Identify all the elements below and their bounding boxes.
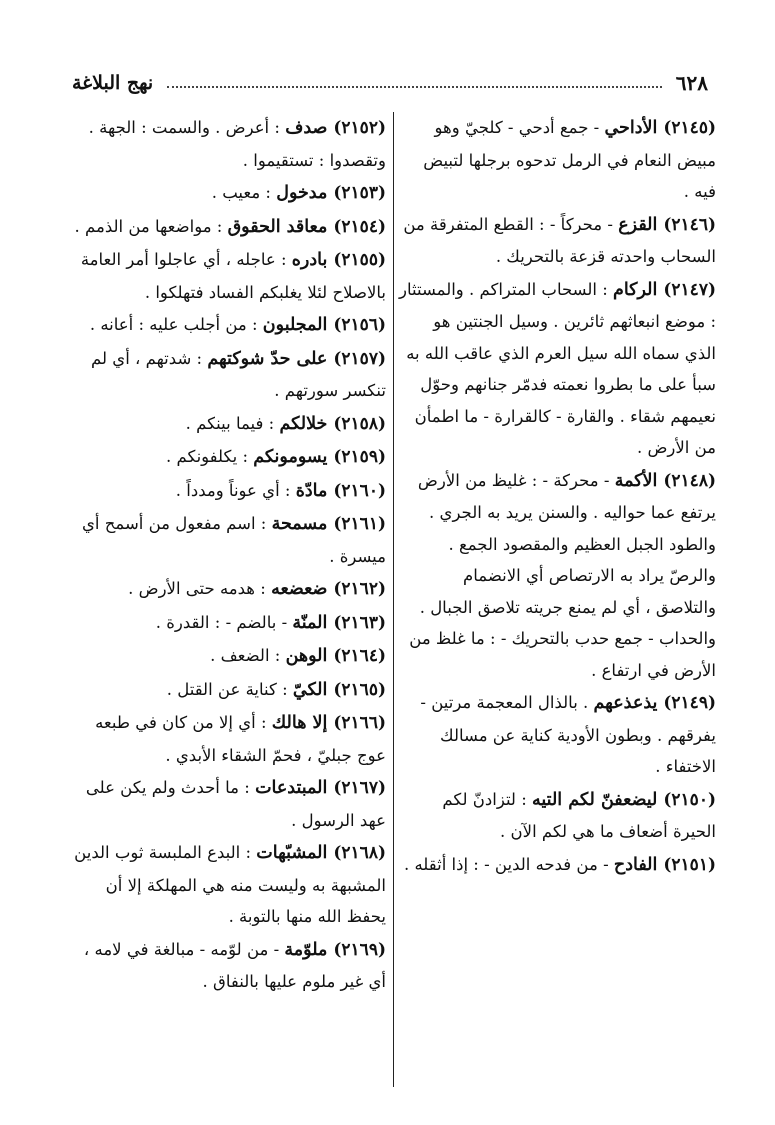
entry-term: على حدّ شوكتهم — [207, 348, 328, 369]
entry-term: بادره — [291, 250, 328, 270]
glossary-entry — [68, 607, 386, 640]
entry-term: ليضعفنّ لكم التيه — [532, 789, 658, 810]
entry-term: معاقد الحقوق — [227, 216, 328, 237]
entry-number: (٢١٦٤) — [333, 646, 386, 666]
glossary-entry — [68, 573, 386, 606]
glossary-entry — [398, 849, 716, 882]
entry-definition: : أي إلا من كان في طبعه عوج جبليّ ، فحمّ الشقاء الأبدي . — [95, 713, 386, 765]
entry-definition: : أي عوناً ومدداً . — [175, 480, 296, 500]
entry-term: القزع — [618, 214, 658, 235]
entry-term: الفادح — [613, 854, 658, 875]
entry-number: (٢١٤٨) — [663, 470, 716, 491]
entry-definition: : عاجله ، أي عاجلوا أمر العامة بالاصلاح لئلا يغلبكم الفساد فتهلكوا . — [80, 250, 386, 302]
entry-number: (٢١٦٣) — [333, 612, 386, 633]
entry-number: (٢١٦٥) — [333, 679, 386, 700]
entry-definition: - محركاً - : القطع المتفرقة من السحاب واحدته قزعة بالتحريك . — [403, 214, 716, 266]
glossary-entry — [68, 837, 386, 933]
glossary-entry — [68, 309, 386, 342]
page-header — [72, 68, 708, 98]
entry-term: خلالكم — [279, 413, 328, 434]
glossary-entry — [398, 784, 716, 848]
entry-definition: : كناية عن القتل . — [166, 679, 293, 699]
glossary-entry — [398, 274, 716, 464]
entry-term: إلا هالك — [271, 713, 328, 733]
right-column — [398, 112, 716, 882]
glossary-entry — [68, 441, 386, 474]
entry-term: مدخول — [276, 183, 328, 203]
entry-term: الركام — [613, 279, 658, 300]
entry-definition: - جمع أدحي - كلجيّ وهو مبيض النعام في الرمل تدحوه برجلها لتبيض فيه . — [423, 118, 716, 201]
glossary-entry — [68, 408, 386, 441]
entry-definition: - من فدحه الدين - : إذا أثقله . — [403, 854, 614, 874]
entry-definition: : لتزادنّ لكم الحيرة أضعاف ما هي لكم الآن . — [442, 789, 716, 841]
glossary-entry — [68, 343, 386, 407]
glossary-entry — [68, 707, 386, 771]
glossary-entry — [68, 475, 386, 508]
entry-definition: : السحاب المتراكم . والمستثار : موضع انبعاثهم ثائرين . وسيل الجنتين هو الذي سماه الله سيل العرم الذي عاقب الله به سبأ على ما بطروا نعمته فدمّر جنانهم وحوّل نعيمهم شقاء . والقارة - كالقرارة - ما اطمأن من الأرض . — [398, 279, 716, 457]
entry-term: يذعذعهم — [593, 693, 658, 713]
entry-term: الكيّ — [292, 679, 328, 700]
header-dotted-rule — [167, 86, 662, 88]
glossary-entry — [398, 209, 716, 273]
entry-number: (٢١٥٩) — [333, 447, 386, 467]
entry-term: مادّة — [295, 480, 328, 501]
entry-number: (٢١٦٩) — [333, 939, 386, 960]
entry-term: ضعضعه — [271, 579, 328, 599]
entry-term: المشبّهات — [256, 843, 328, 863]
glossary-entry — [68, 211, 386, 244]
entry-definition: : من أجلب عليه : أعانه . — [89, 315, 263, 334]
entry-term: المبتدعات — [255, 778, 328, 798]
entry-definition: : يكلفونكم . — [165, 447, 254, 466]
entry-number: (٢١٥٣) — [333, 183, 386, 203]
glossary-entry — [68, 177, 386, 210]
entry-term: صدف — [285, 118, 328, 138]
column-divider — [393, 112, 394, 1087]
entry-number: (٢١٦٨) — [333, 843, 386, 863]
entry-definition: : شدتهم ، أي لم تنكسر سورتهم . — [91, 348, 386, 400]
entry-number: (٢١٤٧) — [663, 279, 716, 300]
left-column — [68, 112, 386, 999]
entry-term: المنّة — [292, 612, 328, 633]
entry-number: (٢١٦٢) — [333, 579, 386, 599]
book-title: نهج البلاغة — [72, 72, 154, 94]
entry-number: (٢١٤٦) — [663, 214, 716, 235]
entry-definition: : الضعف . — [210, 646, 286, 665]
entry-definition: : هدمه حتى الأرض . — [128, 579, 272, 598]
glossary-entry — [68, 112, 386, 176]
glossary-entry — [398, 112, 716, 208]
entry-term: الأكمة — [614, 470, 658, 491]
entry-definition: - بالضم - : القدرة . — [155, 612, 293, 632]
glossary-entry — [398, 687, 716, 783]
entry-number: (٢١٦١) — [333, 514, 386, 534]
entry-definition: : معيب . — [211, 183, 277, 202]
entry-number: (٢١٥٨) — [333, 413, 386, 434]
entry-term: المجلبون — [262, 315, 328, 335]
entry-definition: . بالذال المعجمة مرتين - يفرقهم . وبطون الأودية كناية عن مسالك الاختفاء . — [420, 693, 716, 776]
entry-number: (٢١٥٥) — [333, 250, 386, 270]
entry-term: الأداحي — [604, 118, 658, 138]
entry-definition: : اسم مفعول من أسمح أي ميسرة . — [82, 514, 386, 566]
glossary-entry — [68, 934, 386, 998]
entry-definition: - من لوّمه - مبالغة في لامه ، أي غير ملوم عليها بالنفاق . — [83, 939, 386, 991]
entry-number: (٢١٤٩) — [663, 693, 716, 713]
entry-number: (٢١٥٠) — [663, 789, 716, 810]
page-number: ٦٢٨ — [675, 71, 708, 95]
entry-definition: : ما أحدث ولم يكن على عهد الرسول . — [85, 778, 386, 830]
entry-number: (٢١٥١) — [663, 854, 716, 875]
entry-number: (٢١٤٥) — [663, 118, 716, 138]
entry-definition: : أعرض . والسمت : الجهة . وتقصدوا : تستقيموا . — [88, 118, 386, 170]
entry-number: (٢١٦٦) — [333, 713, 386, 733]
entry-definition: : البدع الملبسة ثوب الدين المشبهة به وليست منه هي المهلكة إلا أن يحفظ الله منها بالتوبة . — [74, 843, 386, 926]
entry-number: (٢١٦٠) — [333, 480, 386, 501]
glossary-entry — [68, 244, 386, 308]
glossary-entry — [68, 640, 386, 673]
entry-term: يسومونكم — [253, 447, 328, 467]
entry-number: (٢١٥٤) — [333, 216, 386, 237]
entry-definition: : مواضعها من الذمم . — [74, 216, 228, 236]
glossary-entry — [68, 772, 386, 836]
glossary-entry — [68, 508, 386, 572]
entry-definition: : فيما بينكم . — [185, 413, 280, 433]
glossary-entry — [68, 674, 386, 707]
entry-number: (٢١٦٧) — [333, 778, 386, 798]
entry-term: ملوّمة — [284, 939, 328, 960]
entry-definition: - محركة - : غليظ من الأرض يرتفع عما حواليه . والسنن يريد به الجري . والطود الجبل العظيم والمقصود الجمع . والرصّ يراد به الارتصاص أي الانضمام والتلاصق ، أي لم يمنع جريته تلاصق الجبال . والحداب - جمع حدب بالتحريك - : ما غلظ من الأرض في ارتفاع . — [409, 470, 716, 680]
entry-term: الوهن — [285, 646, 328, 666]
glossary-entry — [398, 465, 716, 687]
entry-number: (٢١٥٦) — [333, 315, 386, 335]
entry-number: (٢١٥٢) — [333, 118, 386, 138]
entry-number: (٢١٥٧) — [333, 348, 386, 369]
entry-term: مسمحة — [271, 514, 328, 534]
